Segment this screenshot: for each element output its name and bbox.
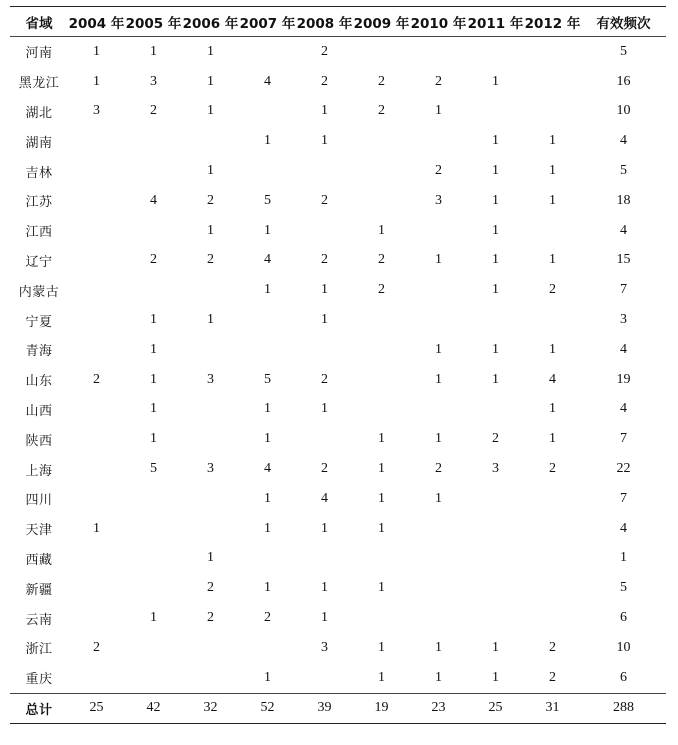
cell-frequency: 4 (620, 341, 627, 357)
cell-y2005: 4 (150, 192, 157, 208)
cell-y2011: 3 (492, 461, 499, 477)
cell-y2005 (125, 126, 182, 156)
cell-y2004 (68, 544, 125, 574)
cell-y2010 (410, 514, 467, 544)
cell-y2006: 3 (207, 371, 214, 387)
table-row (10, 156, 666, 186)
cell-y2006 (182, 514, 239, 544)
cell-y2007: 1 (264, 401, 271, 417)
cell-province: 西藏 (25, 552, 53, 568)
cell-y2010 (410, 544, 467, 574)
cell-y2007: 52 (239, 693, 296, 724)
cell-y2009: 1 (378, 461, 385, 477)
cell-y2010: 3 (435, 192, 442, 208)
cell-y2011 (467, 97, 524, 127)
table-row (10, 573, 666, 603)
cell-y2004 (68, 126, 125, 156)
cell-y2006: 2 (207, 580, 214, 596)
cell-y2010: 2 (435, 461, 442, 477)
cell-y2006 (182, 484, 239, 514)
cell-y2007: 1 (264, 282, 271, 298)
cell-y2006: 32 (182, 693, 239, 724)
cell-y2006: 3 (207, 461, 214, 477)
cell-y2004 (68, 454, 125, 484)
cell-y2011: 1 (492, 371, 499, 387)
header-year-2007: 2007 年 (239, 7, 296, 37)
cell-frequency: 7 (620, 490, 627, 506)
cell-y2011: 1 (492, 133, 499, 149)
cell-frequency: 19 (616, 371, 631, 387)
table-row (10, 216, 666, 246)
cell-province: 云南 (25, 612, 53, 628)
cell-province: 浙江 (25, 642, 53, 658)
cell-y2009: 2 (378, 103, 385, 119)
cell-province: 青海 (25, 344, 53, 360)
cell-y2010: 1 (435, 252, 442, 268)
cell-y2011: 1 (492, 73, 499, 89)
cell-y2012: 1 (549, 192, 556, 208)
table-row (10, 454, 666, 484)
cell-y2004 (68, 305, 125, 335)
cell-y2004 (68, 156, 125, 186)
cell-y2007: 1 (264, 520, 271, 536)
cell-y2005: 3 (150, 73, 157, 89)
cell-y2008: 1 (321, 580, 328, 596)
cell-y2006: 2 (207, 610, 214, 626)
table-row (10, 484, 666, 514)
cell-y2005 (125, 514, 182, 544)
cell-y2012 (524, 544, 581, 574)
cell-y2008: 1 (321, 520, 328, 536)
cell-y2005: 1 (150, 610, 157, 626)
cell-province: 山东 (25, 374, 53, 390)
cell-y2006 (182, 395, 239, 425)
cell-y2011 (467, 37, 524, 67)
cell-y2008: 1 (321, 312, 328, 328)
cell-y2012 (524, 67, 581, 97)
cell-y2005: 1 (150, 43, 157, 59)
table-row (10, 335, 666, 365)
cell-y2010: 1 (435, 669, 442, 685)
table-row (10, 97, 666, 127)
cell-frequency: 5 (620, 580, 627, 596)
cell-y2010 (410, 603, 467, 633)
cell-frequency: 10 (616, 639, 631, 655)
cell-frequency: 6 (620, 610, 627, 626)
table-row (10, 126, 666, 156)
cell-y2010 (410, 216, 467, 246)
cell-y2012 (524, 514, 581, 544)
cell-y2006: 1 (207, 550, 214, 566)
cell-y2008: 1 (321, 610, 328, 626)
cell-y2010 (410, 395, 467, 425)
cell-y2011: 25 (467, 693, 524, 724)
cell-y2004 (68, 663, 125, 693)
cell-y2004 (68, 603, 125, 633)
cell-y2006: 1 (207, 222, 214, 238)
cell-province: 吉林 (25, 165, 53, 181)
cell-y2009: 1 (378, 520, 385, 536)
cell-y2012 (524, 305, 581, 335)
cell-province: 辽宁 (25, 254, 53, 270)
table-row (10, 395, 666, 425)
province-frequency-table (10, 6, 666, 724)
cell-y2005 (125, 573, 182, 603)
cell-y2012: 4 (549, 371, 556, 387)
cell-y2011: 1 (492, 669, 499, 685)
cell-y2009: 2 (378, 252, 385, 268)
cell-y2010: 1 (435, 490, 442, 506)
cell-y2008 (296, 663, 353, 693)
cell-frequency: 5 (620, 43, 627, 59)
cell-y2004: 1 (93, 520, 100, 536)
cell-province: 河南 (25, 46, 53, 62)
table-row (10, 603, 666, 633)
cell-y2004: 2 (93, 371, 100, 387)
table-row (10, 663, 666, 693)
cell-y2008: 4 (321, 490, 328, 506)
cell-y2008: 3 (321, 639, 328, 655)
cell-y2011: 1 (492, 222, 499, 238)
cell-province: 湖南 (25, 135, 53, 151)
cell-y2008 (296, 216, 353, 246)
cell-province: 宁夏 (25, 314, 53, 330)
cell-y2008 (296, 544, 353, 574)
cell-y2011: 1 (492, 163, 499, 179)
cell-y2011: 1 (492, 341, 499, 357)
cell-y2008 (296, 156, 353, 186)
table-row (10, 67, 666, 97)
cell-y2012 (524, 484, 581, 514)
cell-y2008: 2 (321, 252, 328, 268)
cell-frequency: 288 (581, 693, 666, 724)
cell-y2005 (125, 484, 182, 514)
header-year-2009: 2009 年 (353, 7, 410, 37)
cell-y2012: 1 (549, 133, 556, 149)
header-year-2006: 2006 年 (182, 7, 239, 37)
cell-y2010: 1 (435, 371, 442, 387)
cell-y2012: 2 (549, 282, 556, 298)
cell-y2009 (353, 603, 410, 633)
cell-y2010: 1 (435, 639, 442, 655)
cell-province: 江西 (25, 225, 53, 241)
cell-y2005 (125, 633, 182, 663)
cell-y2009: 1 (378, 639, 385, 655)
cell-y2011: 1 (492, 282, 499, 298)
cell-y2008: 1 (321, 103, 328, 119)
table-row (10, 544, 666, 574)
cell-y2008: 1 (321, 133, 328, 149)
cell-y2012: 31 (524, 693, 581, 724)
cell-y2009 (353, 365, 410, 395)
cell-y2006 (182, 633, 239, 663)
cell-y2005: 42 (125, 693, 182, 724)
cell-y2010 (410, 573, 467, 603)
header-valid-frequency: 有效频次 (581, 7, 666, 37)
cell-y2005: 1 (150, 341, 157, 357)
cell-y2007 (239, 544, 296, 574)
table-row (10, 305, 666, 335)
cell-frequency: 10 (616, 103, 631, 119)
cell-y2009: 2 (378, 282, 385, 298)
table-row (10, 37, 666, 67)
cell-y2009: 1 (378, 222, 385, 238)
cell-province: 山西 (25, 403, 53, 419)
cell-y2009: 2 (378, 73, 385, 89)
cell-y2011 (467, 514, 524, 544)
cell-y2008: 2 (321, 371, 328, 387)
cell-y2008: 2 (321, 192, 328, 208)
cell-y2009 (353, 544, 410, 574)
cell-y2012 (524, 603, 581, 633)
cell-y2007 (239, 97, 296, 127)
cell-y2007: 1 (264, 133, 271, 149)
cell-y2006 (182, 275, 239, 305)
cell-y2010 (410, 126, 467, 156)
cell-y2004 (68, 216, 125, 246)
cell-frequency: 7 (620, 282, 627, 298)
cell-y2011 (467, 305, 524, 335)
cell-y2007 (239, 305, 296, 335)
cell-y2006: 1 (207, 43, 214, 59)
cell-y2004 (68, 275, 125, 305)
cell-y2007: 4 (264, 252, 271, 268)
cell-y2004 (68, 573, 125, 603)
cell-y2012: 2 (549, 669, 556, 685)
table-row (10, 365, 666, 395)
cell-y2007 (239, 335, 296, 365)
cell-province: 总计 (10, 693, 68, 724)
cell-y2011: 1 (492, 192, 499, 208)
cell-y2007 (239, 37, 296, 67)
cell-y2005 (125, 544, 182, 574)
cell-y2010: 1 (435, 103, 442, 119)
cell-y2009 (353, 156, 410, 186)
cell-y2007: 4 (264, 73, 271, 89)
cell-y2012: 2 (549, 461, 556, 477)
cell-y2007: 1 (264, 490, 271, 506)
cell-frequency: 16 (616, 73, 631, 89)
cell-frequency: 18 (616, 192, 631, 208)
cell-y2011 (467, 484, 524, 514)
total-row (10, 693, 666, 724)
cell-y2011: 1 (492, 639, 499, 655)
header-year-2005: 2005 年 (125, 7, 182, 37)
cell-y2012: 1 (549, 401, 556, 417)
cell-y2004 (68, 246, 125, 276)
cell-y2009 (353, 126, 410, 156)
cell-y2007 (239, 633, 296, 663)
cell-y2009 (353, 37, 410, 67)
cell-frequency: 4 (620, 133, 627, 149)
cell-y2004: 3 (93, 103, 100, 119)
cell-province: 湖北 (25, 105, 53, 121)
cell-frequency: 1 (620, 550, 627, 566)
cell-y2007 (239, 156, 296, 186)
cell-y2005 (125, 156, 182, 186)
cell-y2009: 19 (353, 693, 410, 724)
cell-y2008 (296, 424, 353, 454)
cell-y2010 (410, 305, 467, 335)
cell-y2005: 5 (150, 461, 157, 477)
cell-y2004 (68, 395, 125, 425)
cell-y2006: 2 (207, 192, 214, 208)
cell-y2007: 1 (264, 222, 271, 238)
cell-y2009: 1 (378, 490, 385, 506)
table-row (10, 186, 666, 216)
cell-frequency: 4 (620, 520, 627, 536)
cell-y2010 (410, 275, 467, 305)
cell-y2005 (125, 275, 182, 305)
cell-y2005: 1 (150, 312, 157, 328)
cell-y2006 (182, 335, 239, 365)
table-row (10, 424, 666, 454)
cell-y2007: 4 (264, 461, 271, 477)
cell-frequency: 15 (616, 252, 631, 268)
header-year-2004: 2004 年 (68, 7, 125, 37)
cell-frequency: 22 (616, 461, 631, 477)
cell-y2005: 1 (150, 371, 157, 387)
cell-y2009 (353, 186, 410, 216)
table-row (10, 246, 666, 276)
cell-y2005: 1 (150, 401, 157, 417)
cell-y2012: 1 (549, 252, 556, 268)
table-row (10, 514, 666, 544)
cell-y2011: 2 (492, 431, 499, 447)
cell-y2008: 1 (321, 282, 328, 298)
cell-frequency: 7 (620, 431, 627, 447)
cell-y2010: 1 (435, 341, 442, 357)
cell-province: 天津 (25, 523, 53, 539)
cell-province: 陕西 (25, 433, 53, 449)
cell-y2005: 2 (150, 103, 157, 119)
cell-province: 上海 (25, 463, 53, 479)
cell-y2012: 1 (549, 163, 556, 179)
cell-y2004: 1 (93, 43, 100, 59)
header-year-2010: 2010 年 (410, 7, 467, 37)
header-province: 省域 (10, 7, 68, 37)
cell-y2006 (182, 663, 239, 693)
cell-y2006: 1 (207, 163, 214, 179)
cell-y2007: 1 (264, 669, 271, 685)
cell-y2009: 1 (378, 669, 385, 685)
cell-y2011 (467, 573, 524, 603)
cell-y2009: 1 (378, 580, 385, 596)
cell-y2012: 2 (549, 639, 556, 655)
cell-y2012 (524, 37, 581, 67)
cell-y2005: 2 (150, 252, 157, 268)
cell-frequency: 4 (620, 222, 627, 238)
cell-y2004: 2 (93, 639, 100, 655)
cell-y2011 (467, 395, 524, 425)
cell-y2011: 1 (492, 252, 499, 268)
cell-y2008: 2 (321, 73, 328, 89)
cell-y2012: 1 (549, 431, 556, 447)
cell-y2009 (353, 305, 410, 335)
cell-y2008: 2 (321, 461, 328, 477)
cell-frequency: 3 (620, 312, 627, 328)
cell-y2010 (410, 37, 467, 67)
cell-y2006: 1 (207, 312, 214, 328)
table-row (10, 275, 666, 305)
cell-y2004 (68, 424, 125, 454)
cell-y2007: 1 (264, 580, 271, 596)
cell-y2011 (467, 603, 524, 633)
header-year-2008: 2008 年 (296, 7, 353, 37)
cell-y2010: 1 (435, 431, 442, 447)
cell-y2012 (524, 573, 581, 603)
cell-y2007: 2 (264, 610, 271, 626)
header-year-2012: 2012 年 (524, 7, 581, 37)
cell-y2010: 2 (435, 163, 442, 179)
cell-y2008: 2 (321, 43, 328, 59)
cell-y2005: 1 (150, 431, 157, 447)
cell-province: 重庆 (25, 672, 53, 688)
cell-province: 新疆 (25, 582, 53, 598)
cell-y2009 (353, 335, 410, 365)
cell-y2006: 1 (207, 103, 214, 119)
cell-y2009 (353, 395, 410, 425)
cell-y2004 (68, 335, 125, 365)
cell-y2006 (182, 424, 239, 454)
cell-y2004 (68, 484, 125, 514)
cell-y2005 (125, 663, 182, 693)
cell-y2007: 5 (264, 192, 271, 208)
cell-frequency: 5 (620, 163, 627, 179)
cell-y2008: 1 (321, 401, 328, 417)
cell-y2004 (68, 186, 125, 216)
cell-y2005 (125, 216, 182, 246)
cell-y2012 (524, 216, 581, 246)
header-row (10, 7, 666, 37)
cell-province: 黑龙江 (18, 76, 60, 92)
cell-y2006 (182, 126, 239, 156)
table-body (10, 37, 666, 724)
cell-y2004: 25 (68, 693, 125, 724)
table-row (10, 633, 666, 663)
header-year-2011: 2011 年 (467, 7, 524, 37)
cell-province: 内蒙古 (18, 284, 60, 300)
cell-y2006: 1 (207, 73, 214, 89)
cell-y2004: 1 (93, 73, 100, 89)
cell-y2010: 23 (410, 693, 467, 724)
cell-y2011 (467, 544, 524, 574)
cell-y2008: 39 (296, 693, 353, 724)
cell-y2009: 1 (378, 431, 385, 447)
cell-y2010: 2 (435, 73, 442, 89)
cell-y2008 (296, 335, 353, 365)
cell-y2007: 5 (264, 371, 271, 387)
cell-y2006: 2 (207, 252, 214, 268)
cell-frequency: 6 (620, 669, 627, 685)
cell-y2012: 1 (549, 341, 556, 357)
cell-y2007: 1 (264, 431, 271, 447)
cell-province: 江苏 (25, 195, 53, 211)
cell-frequency: 4 (620, 401, 627, 417)
cell-y2012 (524, 97, 581, 127)
cell-province: 四川 (25, 493, 53, 509)
